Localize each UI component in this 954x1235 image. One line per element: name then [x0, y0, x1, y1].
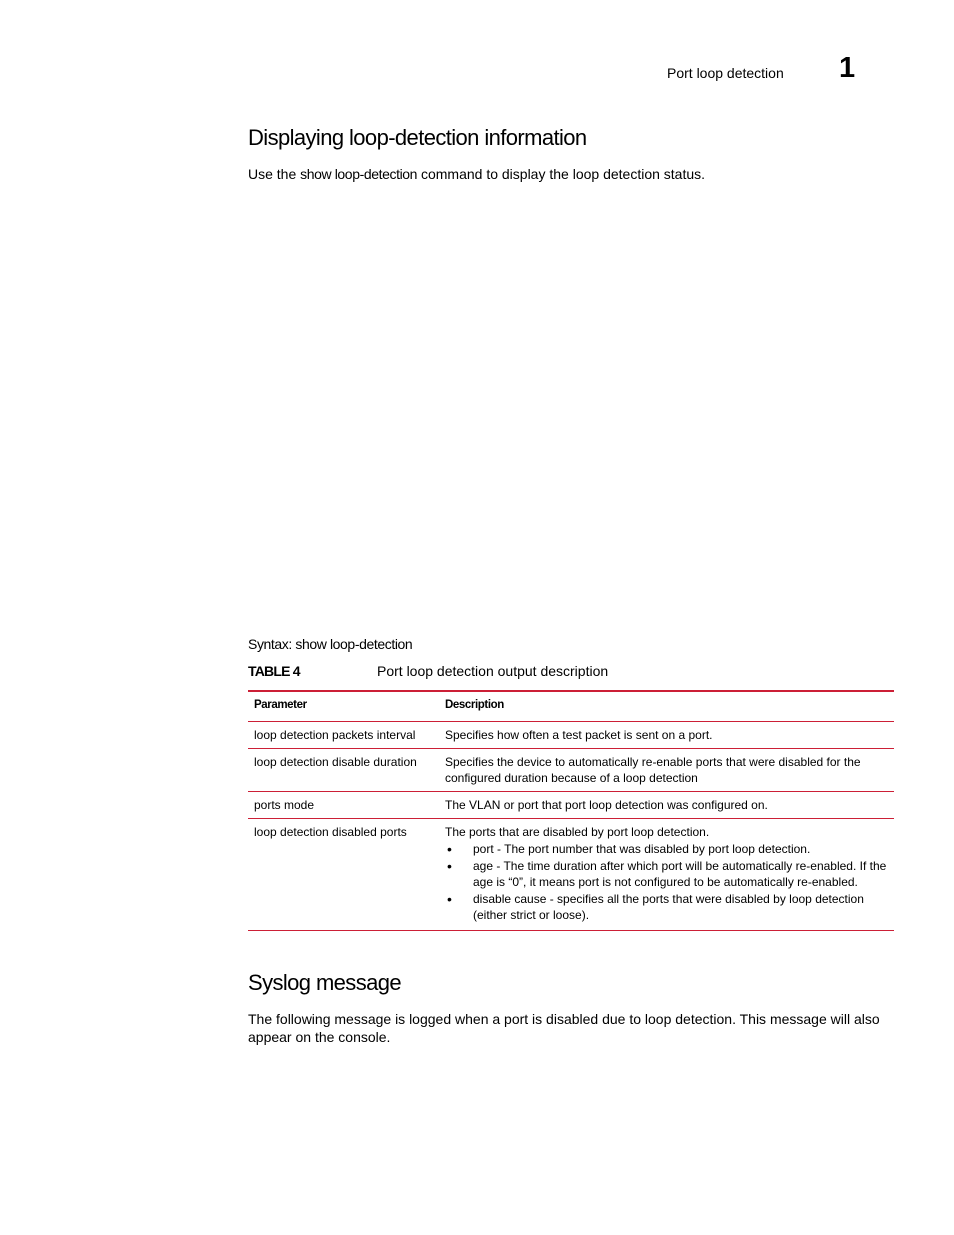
parameter-cell: loop detection packets interval: [254, 728, 416, 742]
section-heading-displaying: Displaying loop-detection information: [248, 125, 587, 150]
bullet-list: [445, 841, 888, 923]
list-item-text: age - The time duration after which port will be automatically re-enabled. If the age is “0”, it means port is not configured to be automatically re-enabled.: [473, 859, 887, 889]
intro-text-post: command to display the loop detection status.: [417, 166, 706, 182]
table-title: Port loop detection output description: [377, 663, 609, 679]
table-row: [248, 722, 894, 749]
description-cell: The VLAN or port that port loop detection was configured on.: [445, 798, 768, 812]
intro-text-pre: Use the: [248, 166, 301, 182]
syslog-paragraph: The following message is logged when a port is disabled due to loop detection. This message will also appear on the console.: [248, 1011, 880, 1045]
column-header-description: Description: [445, 699, 504, 711]
table-header-row: [248, 691, 894, 722]
parameter-cell: loop detection disabled ports: [254, 825, 407, 839]
table-label: TABLE 4: [248, 663, 300, 679]
table-caption: [248, 663, 609, 679]
parameter-cell: loop detection disable duration: [254, 755, 417, 769]
column-header-parameter: Parameter: [254, 699, 307, 711]
list-item: [445, 891, 888, 923]
description-cell: Specifies the device to automatically re-enable ports that were disabled for the configured duration because of a loop detection: [445, 755, 861, 785]
description-cell: [439, 819, 894, 931]
table-row: [248, 792, 894, 819]
syntax-line: Syntax: show loop-detection: [248, 636, 413, 652]
chapter-number: 1: [839, 52, 856, 84]
bullet-icon: •: [447, 858, 452, 874]
table-row: [248, 749, 894, 792]
bullet-icon: •: [447, 891, 452, 907]
bullet-icon: •: [447, 841, 452, 857]
list-item: [445, 841, 888, 857]
table-row: [248, 819, 894, 931]
list-item-text: port - The port number that was disabled by port loop detection.: [473, 842, 811, 856]
list-item-text: disable cause - specifies all the ports that were disabled by loop detection (either strict or loose).: [473, 892, 864, 922]
parameter-cell: ports mode: [254, 798, 315, 812]
intro-paragraph: [248, 165, 705, 183]
running-header-title: Port loop detection: [667, 65, 784, 81]
section-heading-syslog: Syslog message: [248, 970, 402, 995]
description-cell: Specifies how often a test packet is sent on a port.: [445, 728, 713, 742]
list-item: [445, 858, 888, 890]
intro-command: show loop-detection: [300, 166, 418, 182]
description-text: The ports that are disabled by port loop detection.: [445, 825, 710, 839]
output-description-table: [248, 690, 894, 931]
